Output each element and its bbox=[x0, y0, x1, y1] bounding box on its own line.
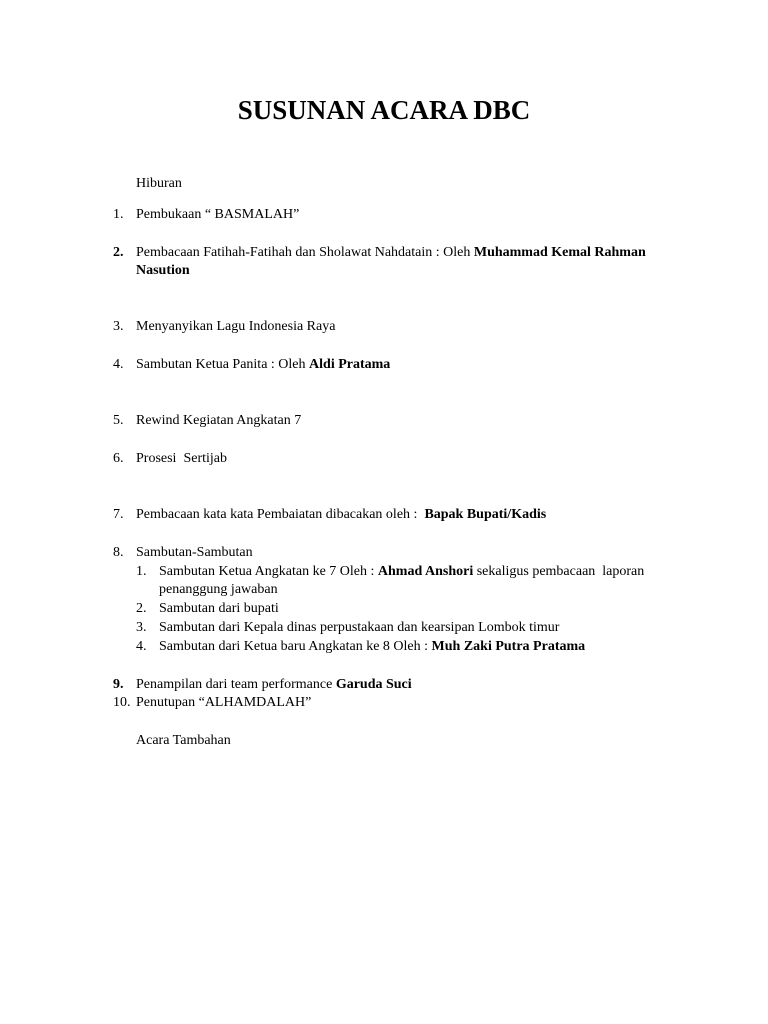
sub-item-text-after: sekaligus pembacaan laporan bbox=[473, 564, 645, 579]
item-text: Penutupan “ALHAMDALAH” bbox=[136, 695, 312, 710]
sub-item-text: Sambutan Ketua Angkatan ke 7 Oleh : bbox=[159, 564, 378, 579]
item-number: 7. bbox=[113, 507, 124, 522]
item-text-wrap bbox=[136, 244, 656, 280]
item-person-name-line2: Nasution bbox=[136, 263, 190, 278]
sub-item-text: Sambutan dari Kepala dinas perpustakaan dan kearsipan Lombok timur bbox=[159, 620, 560, 635]
sub-item-person-name: Muh Zaki Putra Pratama bbox=[431, 639, 586, 654]
sub-item-number: 4. bbox=[136, 639, 147, 654]
item-number: 9. bbox=[113, 677, 124, 692]
item-text-wrap bbox=[136, 506, 656, 524]
item-text: Rewind Kegiatan Angkatan 7 bbox=[136, 413, 302, 428]
item-number: 5. bbox=[113, 413, 124, 428]
item-person-name: Bapak Bupati/Kadis bbox=[424, 507, 547, 522]
item-number: 8. bbox=[113, 545, 124, 560]
document-title: SUSUNAN ACARA DBC bbox=[237, 95, 531, 125]
item-text: Menyanyikan Lagu Indonesia Raya bbox=[136, 319, 336, 334]
item-number: 2. bbox=[113, 245, 124, 260]
item-text: Sambutan Ketua Panita : Oleh bbox=[136, 357, 310, 372]
item-number: 4. bbox=[113, 357, 124, 372]
closing-text: Acara Tambahan bbox=[136, 733, 231, 748]
item-text: Sambutan-Sambutan bbox=[136, 545, 253, 560]
item-text: Penampilan dari team performance bbox=[136, 677, 336, 692]
sub-item-text: Sambutan dari bupati bbox=[159, 601, 279, 616]
sub-item-text-line2: penanggung jawaban bbox=[159, 582, 278, 597]
item-number: 6. bbox=[113, 451, 124, 466]
sub-item-number: 1. bbox=[136, 564, 147, 579]
item-text: Pembacaan Fatihah-Fatihah dan Sholawat Nahdatain : Oleh bbox=[136, 245, 474, 260]
item-number: 3. bbox=[113, 319, 124, 334]
sub-item-number: 2. bbox=[136, 601, 147, 616]
sub-item-text-wrap bbox=[159, 563, 659, 599]
item-text-wrap bbox=[136, 356, 656, 374]
item-text: Pembacaan kata kata Pembaiatan dibacakan oleh : bbox=[136, 507, 425, 522]
intro-text: Hiburan bbox=[136, 176, 182, 191]
item-text-wrap bbox=[136, 676, 656, 694]
sub-item-number: 3. bbox=[136, 620, 147, 635]
item-text: Prosesi Sertijab bbox=[136, 451, 227, 466]
sub-item-text-wrap bbox=[159, 638, 659, 656]
item-person-name: Muhammad Kemal Rahman bbox=[473, 245, 646, 260]
sub-item-person-name: Ahmad Anshori bbox=[377, 564, 474, 579]
sub-item-text: Sambutan dari Ketua baru Angkatan ke 8 Oleh : bbox=[159, 639, 432, 654]
item-person-name: Aldi Pratama bbox=[309, 357, 391, 372]
item-text: Pembukaan “ BASMALAH” bbox=[136, 207, 300, 222]
item-group-name: Garuda Suci bbox=[335, 677, 412, 692]
item-number: 10. bbox=[113, 695, 131, 710]
item-number: 1. bbox=[113, 207, 124, 222]
